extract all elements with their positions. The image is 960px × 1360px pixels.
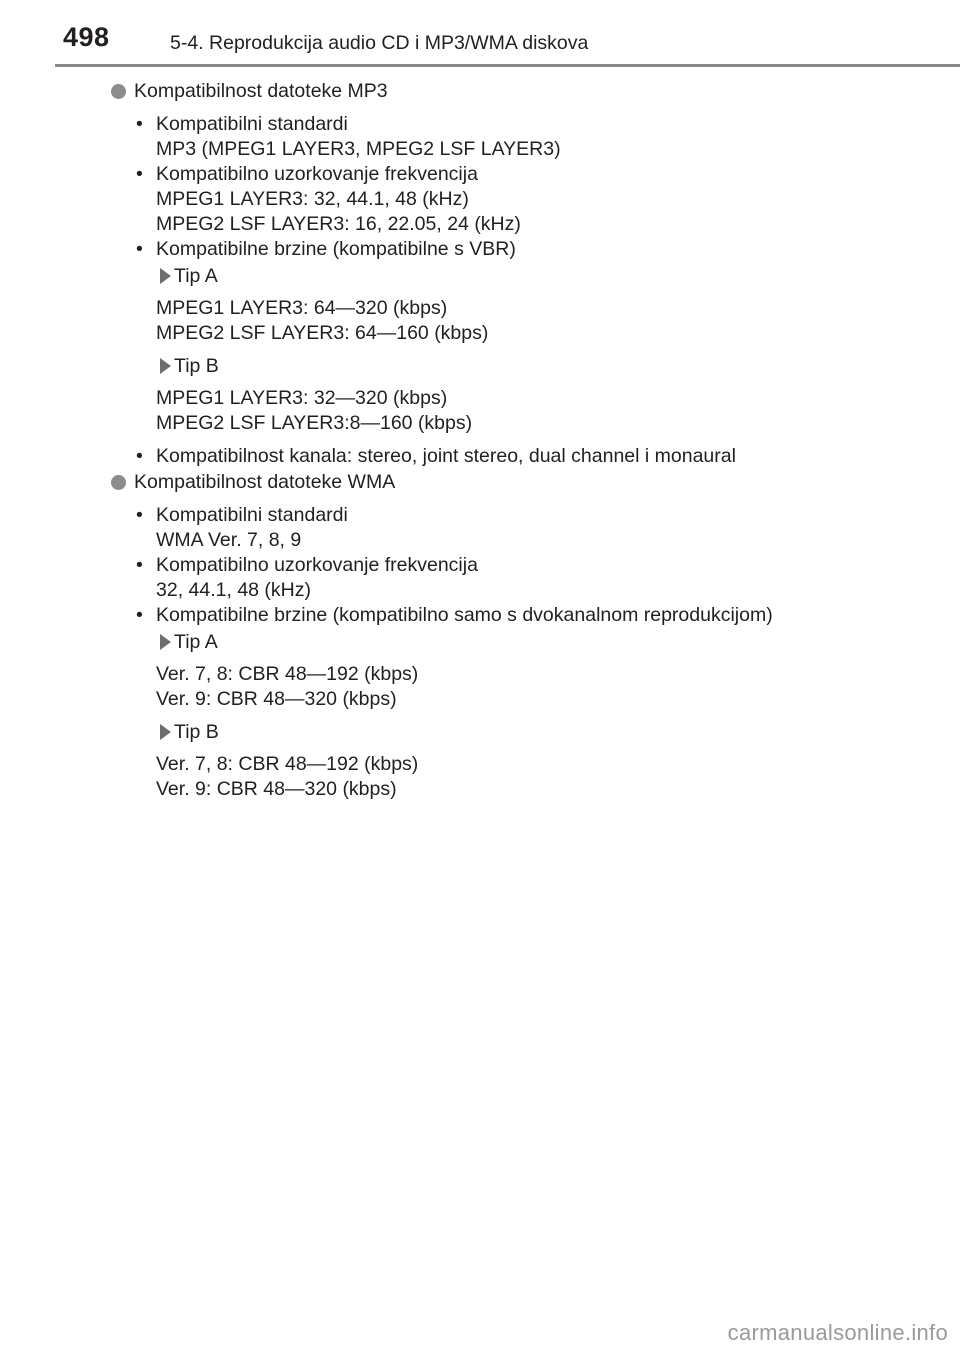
page-header <box>0 0 960 70</box>
wma-heading: Kompatibilnost datoteke WMA <box>134 471 396 493</box>
section-bullet-icon <box>111 475 126 490</box>
mp3-frequency-label: Kompatibilno uzorkovanje frekvencija <box>156 163 478 185</box>
wma-type-a-label: Tip A <box>174 631 218 653</box>
header-divider <box>55 64 960 67</box>
mp3-frequency-value: MPEG2 LSF LAYER3: 16, 22.05, 24 (kHz) <box>156 213 521 235</box>
list-bullet-icon: • <box>136 238 143 260</box>
section-bullet-icon <box>111 84 126 99</box>
wma-type-a-value: Ver. 7, 8: CBR 48—192 (kbps) <box>156 663 419 685</box>
mp3-type-a-value: MPEG1 LAYER3: 64—320 (kbps) <box>156 297 448 319</box>
wma-bitrate-label: Kompatibilne brzine (kompatibilno samo s dvokanalnom reprodukcijom) <box>156 604 773 626</box>
list-bullet-icon: • <box>136 445 143 467</box>
wma-standards-value: WMA Ver. 7, 8, 9 <box>156 529 302 551</box>
wma-standards-label: Kompatibilni standardi <box>156 504 348 526</box>
mp3-type-b-value: MPEG2 LSF LAYER3:8—160 (kbps) <box>156 412 473 434</box>
mp3-frequency-value: MPEG1 LAYER3: 32, 44.1, 48 (kHz) <box>156 188 469 210</box>
list-bullet-icon: • <box>136 604 143 626</box>
list-bullet-icon: • <box>136 163 143 185</box>
list-bullet-icon: • <box>136 113 143 135</box>
mp3-bitrate-label: Kompatibilne brzine (kompatibilne s VBR) <box>156 238 516 260</box>
mp3-standards-label: Kompatibilni standardi <box>156 113 348 135</box>
wma-type-b-value: Ver. 9: CBR 48—320 (kbps) <box>156 778 397 800</box>
mp3-channel-compat: Kompatibilnost kanala: stereo, joint stereo, dual channel i monaural <box>156 445 736 467</box>
arrow-right-icon <box>160 358 171 374</box>
section-title: 5-4. Reprodukcija audio CD i MP3/WMA diskova <box>170 32 589 54</box>
page-number: 498 <box>63 22 110 52</box>
wma-type-b-value: Ver. 7, 8: CBR 48—192 (kbps) <box>156 753 419 775</box>
arrow-right-icon <box>160 724 171 740</box>
wma-frequency-value: 32, 44.1, 48 (kHz) <box>156 579 311 601</box>
mp3-type-b-value: MPEG1 LAYER3: 32—320 (kbps) <box>156 387 448 409</box>
mp3-type-b-label: Tip B <box>174 355 219 377</box>
arrow-right-icon <box>160 268 171 284</box>
mp3-standards-value: MP3 (MPEG1 LAYER3, MPEG2 LSF LAYER3) <box>156 138 561 160</box>
mp3-type-a-value: MPEG2 LSF LAYER3: 64—160 (kbps) <box>156 322 489 344</box>
list-bullet-icon: • <box>136 554 143 576</box>
wma-type-b-label: Tip B <box>174 721 219 743</box>
wma-frequency-label: Kompatibilno uzorkovanje frekvencija <box>156 554 478 576</box>
mp3-type-a-label: Tip A <box>174 265 218 287</box>
mp3-heading: Kompatibilnost datoteke MP3 <box>134 80 388 102</box>
watermark: carmanualsonline.info <box>727 1320 948 1345</box>
list-bullet-icon: • <box>136 504 143 526</box>
arrow-right-icon <box>160 634 171 650</box>
wma-type-a-value: Ver. 9: CBR 48—320 (kbps) <box>156 688 397 710</box>
